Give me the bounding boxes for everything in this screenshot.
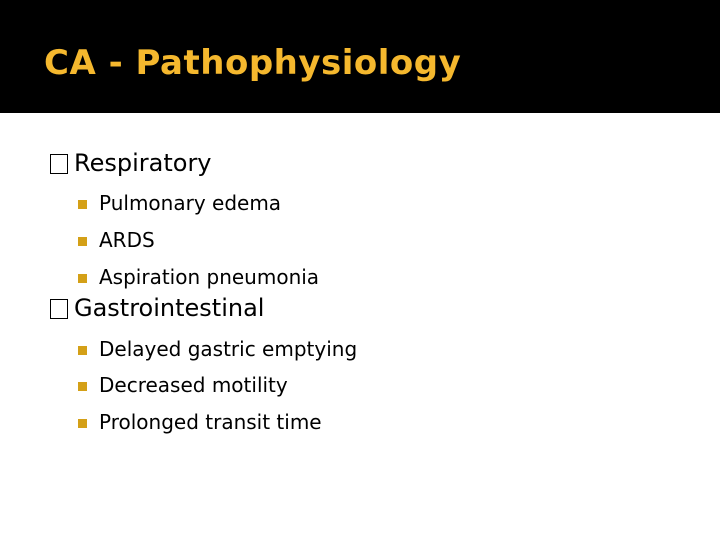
- sub-bullet-decreased-motility: [78, 372, 288, 398]
- bullet-gastrointestinal-label: Gastrointestinal: [74, 294, 265, 322]
- sub-bullet-pulmonary-edema: [78, 190, 281, 216]
- sub-bullet-ards: [78, 227, 155, 253]
- sub-bullet-aspiration-pneumonia: [78, 264, 319, 290]
- sub-bullet-label: Prolonged transit time: [99, 410, 322, 434]
- sub-bullet-label: Decreased motility: [99, 373, 288, 397]
- missing-glyph-box-icon: [50, 154, 68, 174]
- bullet-respiratory: [50, 148, 212, 178]
- sub-bullet-label: Delayed gastric emptying: [99, 337, 358, 361]
- missing-glyph-box-icon: [50, 299, 68, 319]
- square-bullet-icon: [78, 237, 87, 246]
- sub-bullet-label: Aspiration pneumonia: [99, 265, 320, 289]
- square-bullet-icon: [78, 274, 87, 283]
- slide-title: CA - Pathophysiology: [44, 43, 462, 83]
- sub-bullet-label: Pulmonary edema: [99, 191, 282, 215]
- square-bullet-icon: [78, 419, 87, 428]
- bullet-gastrointestinal: [50, 293, 264, 323]
- square-bullet-icon: [78, 382, 87, 391]
- square-bullet-icon: [78, 346, 87, 355]
- bullet-respiratory-label: Respiratory: [74, 149, 212, 177]
- sub-bullet-label: ARDS: [99, 228, 155, 252]
- sub-bullet-delayed-gastric-emptying: [78, 336, 357, 362]
- square-bullet-icon: [78, 200, 87, 209]
- sub-bullet-prolonged-transit-time: [78, 409, 322, 435]
